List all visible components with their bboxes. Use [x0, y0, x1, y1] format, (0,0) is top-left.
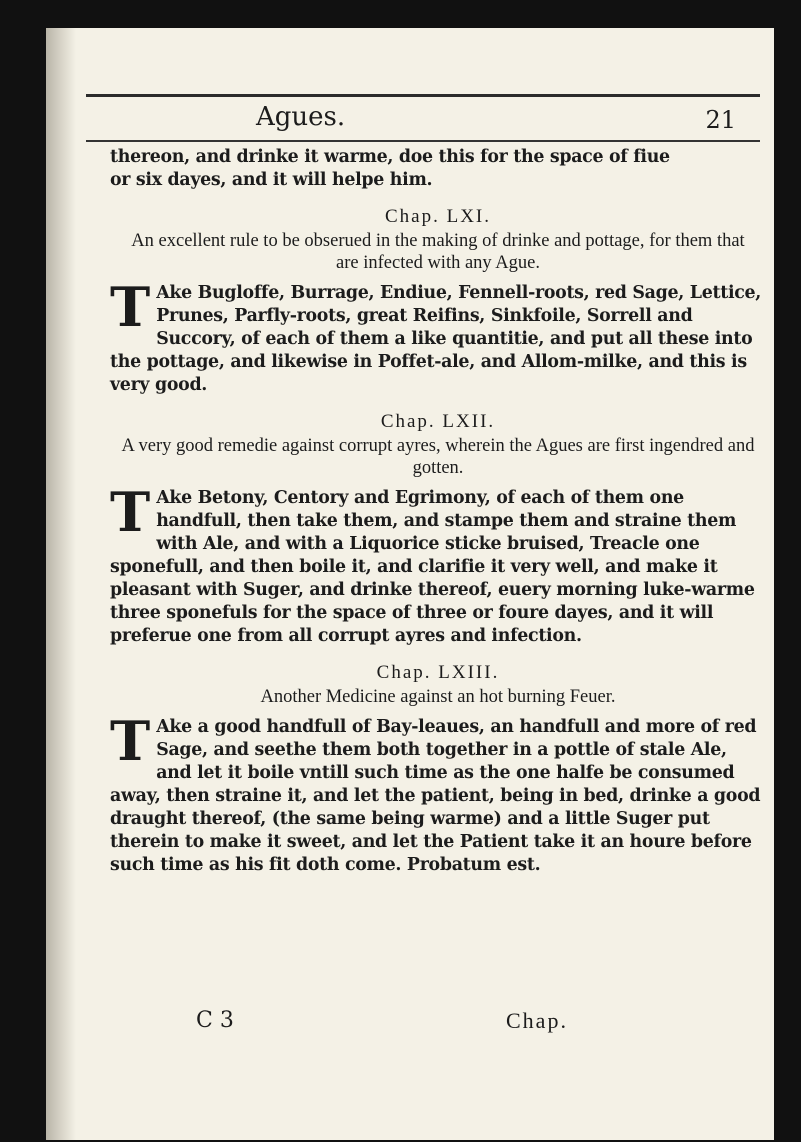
chapter-63 — [110, 662, 766, 877]
chapter-heading: Chap. LXI. — [384, 206, 491, 227]
recipe-text: Ake a good handfull of Bay-leaues, an handfull and more of red Sage, and seethe them both together in a pottle of stale Ale, and let it boile vntill such time as the one halfe be consumed away, then straine it, and let the patient, being in bed, drinke a good draught thereof, (the same being warme) and a little Suger put therein to make it sweet, and let the Patient take it an houre before such time as his fit doth come. Probatum est. — [110, 717, 761, 875]
recipe-paragraph — [110, 709, 766, 877]
signature-mark: C 3 — [196, 1008, 234, 1033]
running-title: Agues. — [256, 102, 346, 132]
chapter-62 — [110, 411, 766, 648]
header-rule-bottom — [86, 140, 760, 142]
intro-line: or six dayes, and it will helpe him. — [110, 170, 433, 190]
chapter-summary: A very good remedie against corrupt ayres, wherein the Agues are first ingendred and gotten. — [121, 436, 755, 478]
chapter-summary: Another Medicine against an hot burning Feuer. — [260, 687, 616, 707]
intro-line: thereon, and drinke it warme, doe this for the space of fiue — [110, 147, 670, 167]
recipe-paragraph — [110, 480, 766, 648]
header-rule-top — [86, 94, 760, 97]
chapter-heading: Chap. LXII. — [380, 411, 496, 432]
recipe-text: Ake Betony, Centory and Egrimony, of each of them one handfull, then take them, and stampe them and straine them with Ale, and with a Liquorice sticke bruised, Treacle one sponefull, and then boile it, and clarifie it very well, and make it pleasant with Suger, and drinke thereof, euery morning luke-warme three sponefuls for the space of three or foure dayes, and it will preferue one from all corrupt ayres and infection. — [110, 488, 755, 646]
drop-cap: T — [110, 275, 151, 339]
recipe-text: Ake Bugloffe, Burrage, Endiue, Fennell-roots, red Sage, Lettice, Prunes, Parfly-roots, great Reifins, Sinkfoile, Sorrell and Succory, of each of them a like quantitie, and put all these into the pottage, and likewise in Poffet-ale, and Allom-milke, and this is very good. — [110, 283, 762, 395]
page-number: 21 — [705, 106, 736, 134]
body-text — [110, 146, 766, 877]
chapter-heading: Chap. LXIII. — [376, 662, 500, 683]
recipe-paragraph — [110, 275, 766, 397]
chapter-summary: An excellent rule to be obserued in the making of drinke and pottage, for them that are infected with any Ague. — [131, 231, 745, 273]
drop-cap: T — [110, 480, 151, 544]
drop-cap: T — [110, 709, 151, 773]
chapter-61 — [110, 206, 766, 397]
catchword: Chap. — [506, 1008, 568, 1033]
book-page — [46, 28, 774, 1140]
